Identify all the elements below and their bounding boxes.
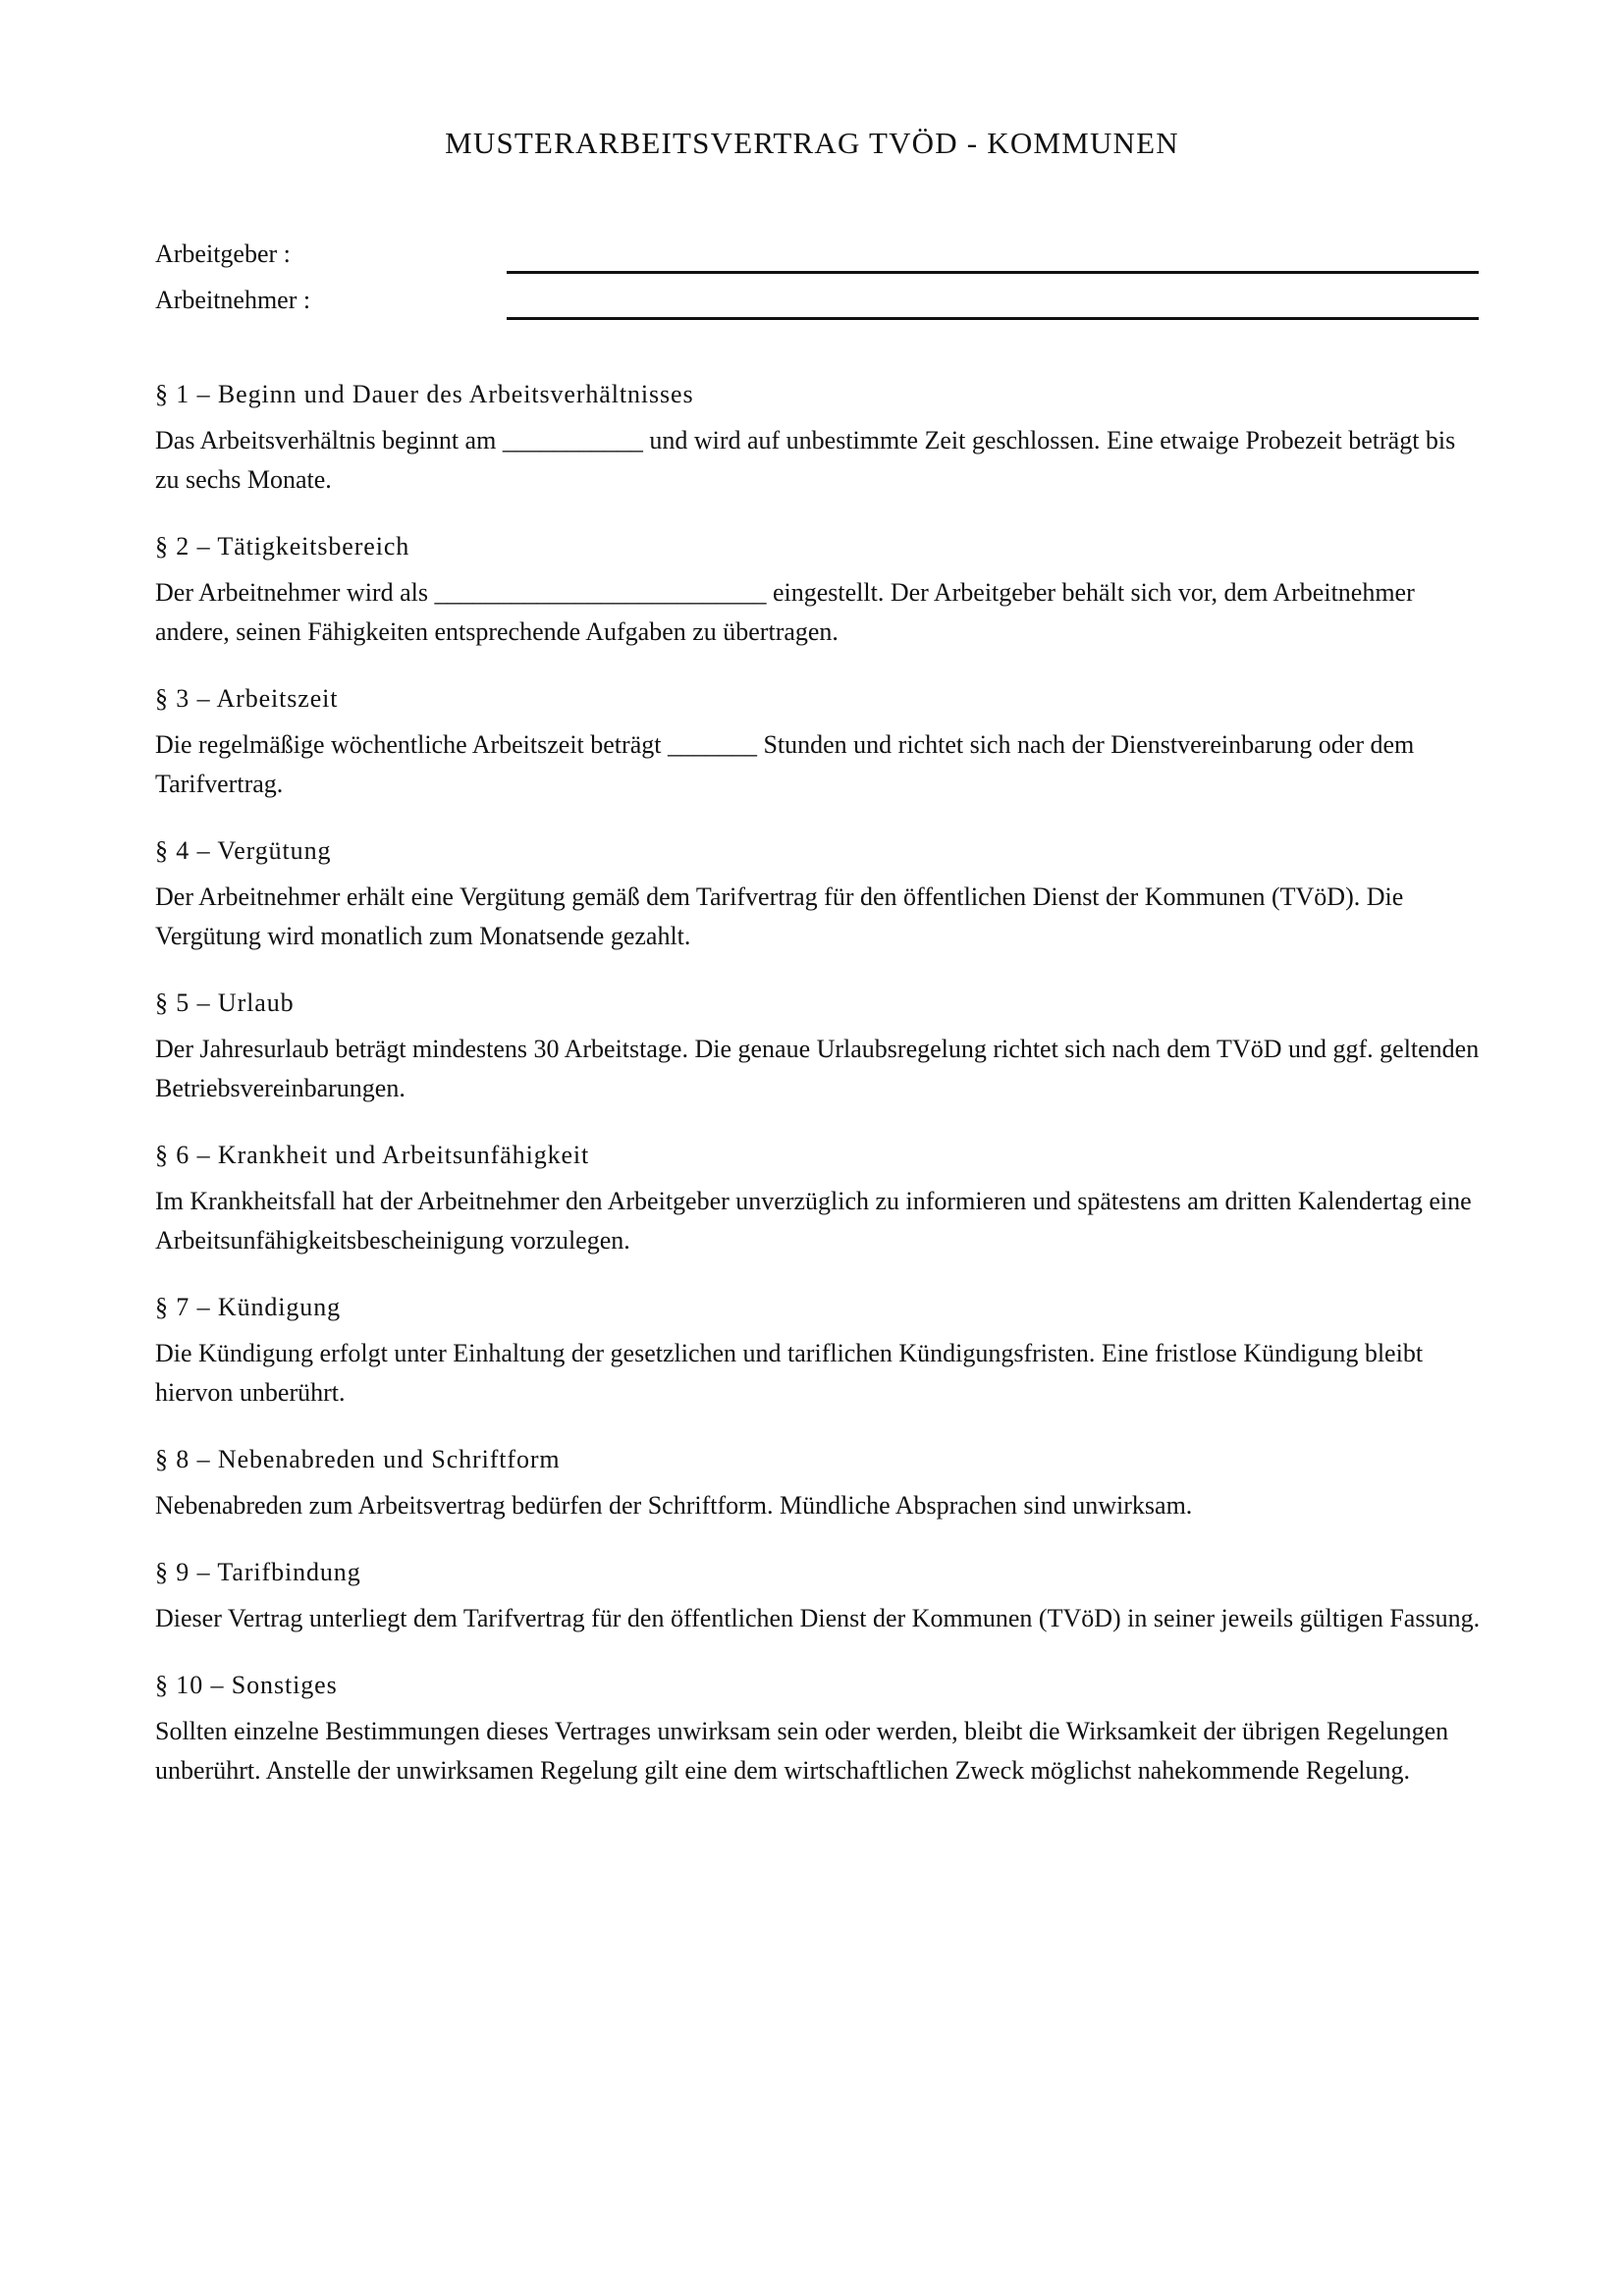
section-6: [155, 1138, 1481, 1260]
employer-signature-line: [507, 271, 1479, 274]
section-body: Die regelmäßige wöchentliche Arbeitszeit beträgt _______ Stunden und richtet sich nach der Dienstvereinbarung oder dem Tarifvertrag.: [155, 730, 1415, 798]
section-heading: § 5 – Urlaub: [155, 988, 295, 1017]
employee-label: Arbeitnehmer :: [155, 286, 311, 314]
section-7: [155, 1290, 1481, 1413]
section-heading: § 9 – Tarifbindung: [155, 1558, 361, 1586]
section-body: Der Jahresurlaub beträgt mindestens 30 Arbeitstage. Die genaue Urlaubsregelung richtet sich nach dem TVöD und ggf. geltenden Betriebsvereinbarungen.: [155, 1035, 1480, 1102]
section-heading: § 6 – Krankheit und Arbeitsunfähigkeit: [155, 1141, 590, 1169]
section-heading: § 2 – Tätigkeitsbereich: [155, 532, 410, 561]
document-title: MUSTERARBEITSVERTRAG TVÖD - KOMMUNEN: [445, 126, 1179, 160]
section-3: [155, 681, 1481, 804]
section-heading: § 8 – Nebenabreden und Schriftform: [155, 1445, 561, 1473]
section-body: Im Krankheitsfall hat der Arbeitnehmer den Arbeitgeber unverzüglich zu informieren und spätestens am dritten Kalendertag eine Arbeitsunfähigkeitsbescheinigung vorzulegen.: [155, 1187, 1472, 1255]
section-1: [155, 377, 1481, 500]
section-2: [155, 529, 1481, 652]
section-body: Nebenabreden zum Arbeitsvertrag bedürfen der Schriftform. Mündliche Absprachen sind unwirksam.: [155, 1491, 1193, 1520]
employee-signature-line: [507, 317, 1479, 320]
section-5: [155, 986, 1481, 1108]
section-4: [155, 833, 1481, 956]
section-heading: § 4 – Vergütung: [155, 836, 332, 865]
section-heading: § 10 – Sonstiges: [155, 1671, 338, 1699]
employer-row: [155, 240, 1481, 279]
employee-row: [155, 286, 1481, 325]
section-body: Die Kündigung erfolgt unter Einhaltung der gesetzlichen und tariflichen Kündigungsfristen. Eine fristlose Kündigung bleibt hiervon unberührt.: [155, 1339, 1424, 1407]
section-body: Sollten einzelne Bestimmungen dieses Vertrages unwirksam sein oder werden, bleibt die Wirksamkeit der übrigen Regelungen unberührt. Anstelle der unwirksamen Regelung gilt eine dem wirtschaftlichen Zweck möglichst nahekommende Regelung.: [155, 1717, 1449, 1785]
section-body: Das Arbeitsverhältnis beginnt am ___________ und wird auf unbestimmte Zeit geschlossen. Eine etwaige Probezeit beträgt bis zu sechs Monate.: [155, 426, 1456, 494]
section-heading: § 1 – Beginn und Dauer des Arbeitsverhältnisses: [155, 380, 694, 408]
section-heading: § 7 – Kündigung: [155, 1293, 341, 1321]
contract-sections: [155, 377, 1481, 1820]
section-10: [155, 1668, 1481, 1790]
section-8: [155, 1442, 1481, 1525]
section-heading: § 3 – Arbeitszeit: [155, 684, 339, 713]
section-body: Der Arbeitnehmer erhält eine Vergütung gemäß dem Tarifvertrag für den öffentlichen Dienst der Kommunen (TVöD). Die Vergütung wird monatlich zum Monatsende gezahlt.: [155, 882, 1404, 950]
employer-label: Arbeitgeber :: [155, 240, 291, 268]
section-9: [155, 1555, 1481, 1638]
section-body: Der Arbeitnehmer wird als __________________________ eingestellt. Der Arbeitgeber behält sich vor, dem Arbeitnehmer andere, seinen Fähigkeiten entsprechende Aufgaben zu übertragen.: [155, 578, 1415, 646]
section-body: Dieser Vertrag unterliegt dem Tarifvertrag für den öffentlichen Dienst der Kommunen (TVöD) in seiner jeweils gültigen Fassung.: [155, 1604, 1481, 1632]
